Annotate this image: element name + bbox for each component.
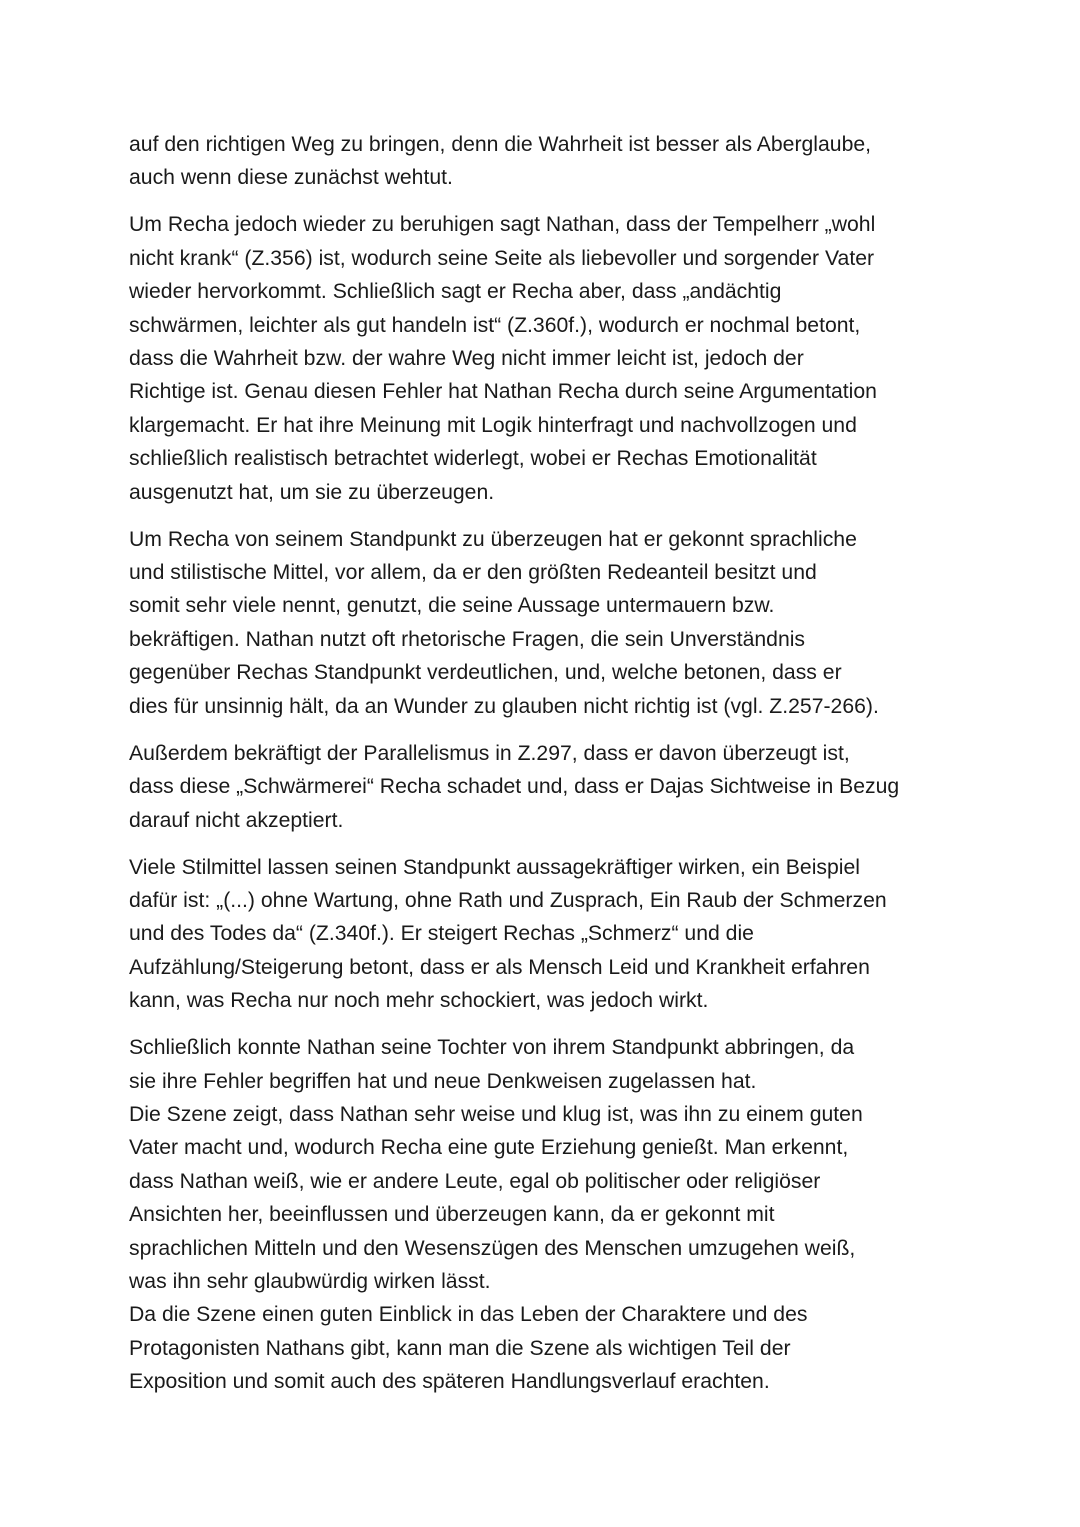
paragraph-1 <box>129 128 969 195</box>
paragraph-4 <box>129 737 969 837</box>
text-line: Um Recha von seinem Standpunkt zu überzeugen hat er gekonnt sprachliche <box>129 527 857 551</box>
text-line: Vater macht und, wodurch Recha eine gute Erziehung genießt. Man erkennt, <box>129 1136 849 1160</box>
text-line: Exposition und somit auch des späteren Handlungsverlauf erachten. <box>129 1370 770 1394</box>
text-line: Schließlich konnte Nathan seine Tochter von ihrem Standpunkt abbringen, da <box>129 1036 855 1060</box>
text-line: Die Szene zeigt, dass Nathan sehr weise und klug ist, was ihn zu einem guten <box>129 1102 863 1126</box>
text-line: dafür ist: „(...) ohne Wartung, ohne Rath und Zusprach, Ein Raub der Schmerzen <box>129 888 887 912</box>
text-line: kann, was Recha nur noch mehr schockiert, was jedoch wirkt. <box>129 989 709 1013</box>
text-line: und stilistische Mittel, vor allem, da er den größten Redeanteil besitzt und <box>129 561 817 585</box>
text-line: nicht krank“ (Z.356) ist, wodurch seine Seite als liebevoller und sorgender Vater <box>129 246 875 270</box>
text-line: Da die Szene einen guten Einblick in das Leben der Charaktere und des <box>129 1303 808 1327</box>
text-line: klargemacht. Er hat ihre Meinung mit Logik hinterfragt und nachvollzogen und <box>129 413 857 437</box>
text-line: dass die Wahrheit bzw. der wahre Weg nicht immer leicht ist, jedoch der <box>129 347 804 371</box>
text-line: darauf nicht akzeptiert. <box>129 808 344 832</box>
text-line: und des Todes da“ (Z.340f.). Er steigert Rechas „Schmerz“ und die <box>129 922 754 946</box>
text-line: Aufzählung/Steigerung betont, dass er als Mensch Leid und Krankheit erfahren <box>129 955 870 979</box>
paragraph-6 <box>129 1031 969 1398</box>
text-line: dies für unsinnig hält, da an Wunder zu glauben nicht richtig ist (vgl. Z.257-266). <box>129 694 879 718</box>
text-line: somit sehr viele nennt, genutzt, die seine Aussage untermauern bzw. <box>129 594 775 618</box>
text-line: Um Recha jedoch wieder zu beruhigen sagt Nathan, dass der Tempelherr „wohl <box>129 213 876 237</box>
text-line: dass Nathan weiß, wie er andere Leute, egal ob politischer oder religiöser <box>129 1169 821 1193</box>
text-line: Protagonisten Nathans gibt, kann man die Szene als wichtigen Teil der <box>129 1336 791 1360</box>
text-line: schließlich realistisch betrachtet widerlegt, wobei er Rechas Emotionalität <box>129 447 817 471</box>
text-line: Außerdem bekräftigt der Parallelismus in Z.297, dass er davon überzeugt ist, <box>129 741 850 765</box>
text-line: auch wenn diese zunächst wehtut. <box>129 166 453 190</box>
text-line: ausgenutzt hat, um sie zu überzeugen. <box>129 480 495 504</box>
text-line: bekräftigen. Nathan nutzt oft rhetorische Fragen, die sein Unverständnis <box>129 627 806 651</box>
text-line: sprachlichen Mitteln und den Wesenszügen des Menschen umzugehen weiß, <box>129 1236 856 1260</box>
text-line: dass diese „Schwärmerei“ Recha schadet und, dass er Dajas Sichtweise in Bezug <box>129 775 900 799</box>
text-line: sie ihre Fehler begriffen hat und neue Denkweisen zugelassen hat. <box>129 1069 757 1093</box>
text-line: Richtige ist. Genau diesen Fehler hat Nathan Recha durch seine Argumentation <box>129 380 877 404</box>
paragraph-3 <box>129 523 969 723</box>
text-line: auf den richtigen Weg zu bringen, denn die Wahrheit ist besser als Aberglaube, <box>129 133 872 156</box>
text-line: gegenüber Rechas Standpunkt verdeutlichen, und, welche betonen, dass er <box>129 661 842 685</box>
paragraph-5 <box>129 851 969 1018</box>
document-body <box>129 128 969 1412</box>
text-line: wieder hervorkommt. Schließlich sagt er Recha aber, dass „andächtig <box>129 280 782 304</box>
text-line: was ihn sehr glaubwürdig wirken lässt. <box>129 1269 491 1293</box>
text-line: Ansichten her, beeinflussen und überzeugen kann, da er gekonnt mit <box>129 1203 775 1227</box>
paragraph-2 <box>129 208 969 509</box>
text-line: schwärmen, leichter als gut handeln ist“ (Z.360f.), wodurch er nochmal betont, <box>129 313 861 337</box>
text-line: Viele Stilmittel lassen seinen Standpunkt aussagekräftiger wirken, ein Beispiel <box>129 855 860 879</box>
